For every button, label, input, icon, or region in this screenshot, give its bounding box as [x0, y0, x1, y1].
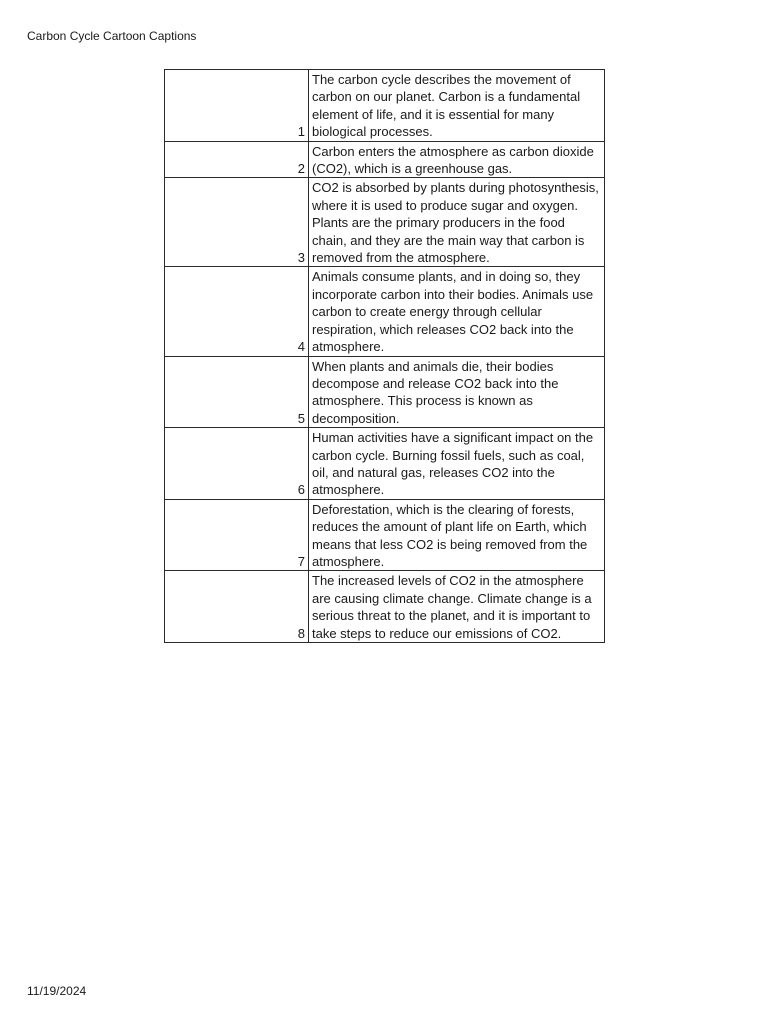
- table-row: [165, 70, 605, 142]
- caption-number: 1: [165, 70, 309, 142]
- caption-text: The increased levels of CO2 in the atmosphere are causing climate change. Climate change is a serious threat to the planet, and it is important to take steps to reduce our emissions of CO2.: [309, 571, 605, 643]
- caption-text: Deforestation, which is the clearing of forests, reduces the amount of plant life on Earth, which means that less CO2 is being removed from the atmosphere.: [309, 499, 605, 571]
- caption-number: 6: [165, 428, 309, 500]
- captions-table: [164, 69, 605, 643]
- table-row: [165, 356, 605, 428]
- caption-text: Human activities have a significant impact on the carbon cycle. Burning fossil fuels, such as coal, oil, and natural gas, releases CO2 into the atmosphere.: [309, 428, 605, 500]
- table-row: [165, 428, 605, 500]
- caption-text: The carbon cycle describes the movement of carbon on our planet. Carbon is a fundamental element of life, and it is essential for many biological processes.: [309, 70, 605, 142]
- table-row: [165, 178, 605, 267]
- caption-number: 2: [165, 141, 309, 178]
- table-row: [165, 267, 605, 356]
- caption-number: 8: [165, 571, 309, 643]
- table-row: [165, 499, 605, 571]
- table-row: [165, 141, 605, 178]
- caption-text: Carbon enters the atmosphere as carbon dioxide (CO2), which is a greenhouse gas.: [309, 141, 605, 178]
- caption-text: Animals consume plants, and in doing so, they incorporate carbon into their bodies. Animals use carbon to create energy through cellular respiration, which releases CO2 back into the atmosphere.: [309, 267, 605, 356]
- footer-date: 11/19/2024: [27, 984, 87, 998]
- table-row: [165, 571, 605, 643]
- caption-number: 3: [165, 178, 309, 267]
- caption-text: When plants and animals die, their bodies decompose and release CO2 back into the atmosphere. This process is known as decomposition.: [309, 356, 605, 428]
- caption-text: CO2 is absorbed by plants during photosynthesis, where it is used to produce sugar and oxygen. Plants are the primary producers in the food chain, and they are the main way that carbon is removed from the atmosphere.: [309, 178, 605, 267]
- page-title: Carbon Cycle Cartoon Captions: [27, 29, 197, 43]
- caption-number: 5: [165, 356, 309, 428]
- caption-number: 7: [165, 499, 309, 571]
- caption-number: 4: [165, 267, 309, 356]
